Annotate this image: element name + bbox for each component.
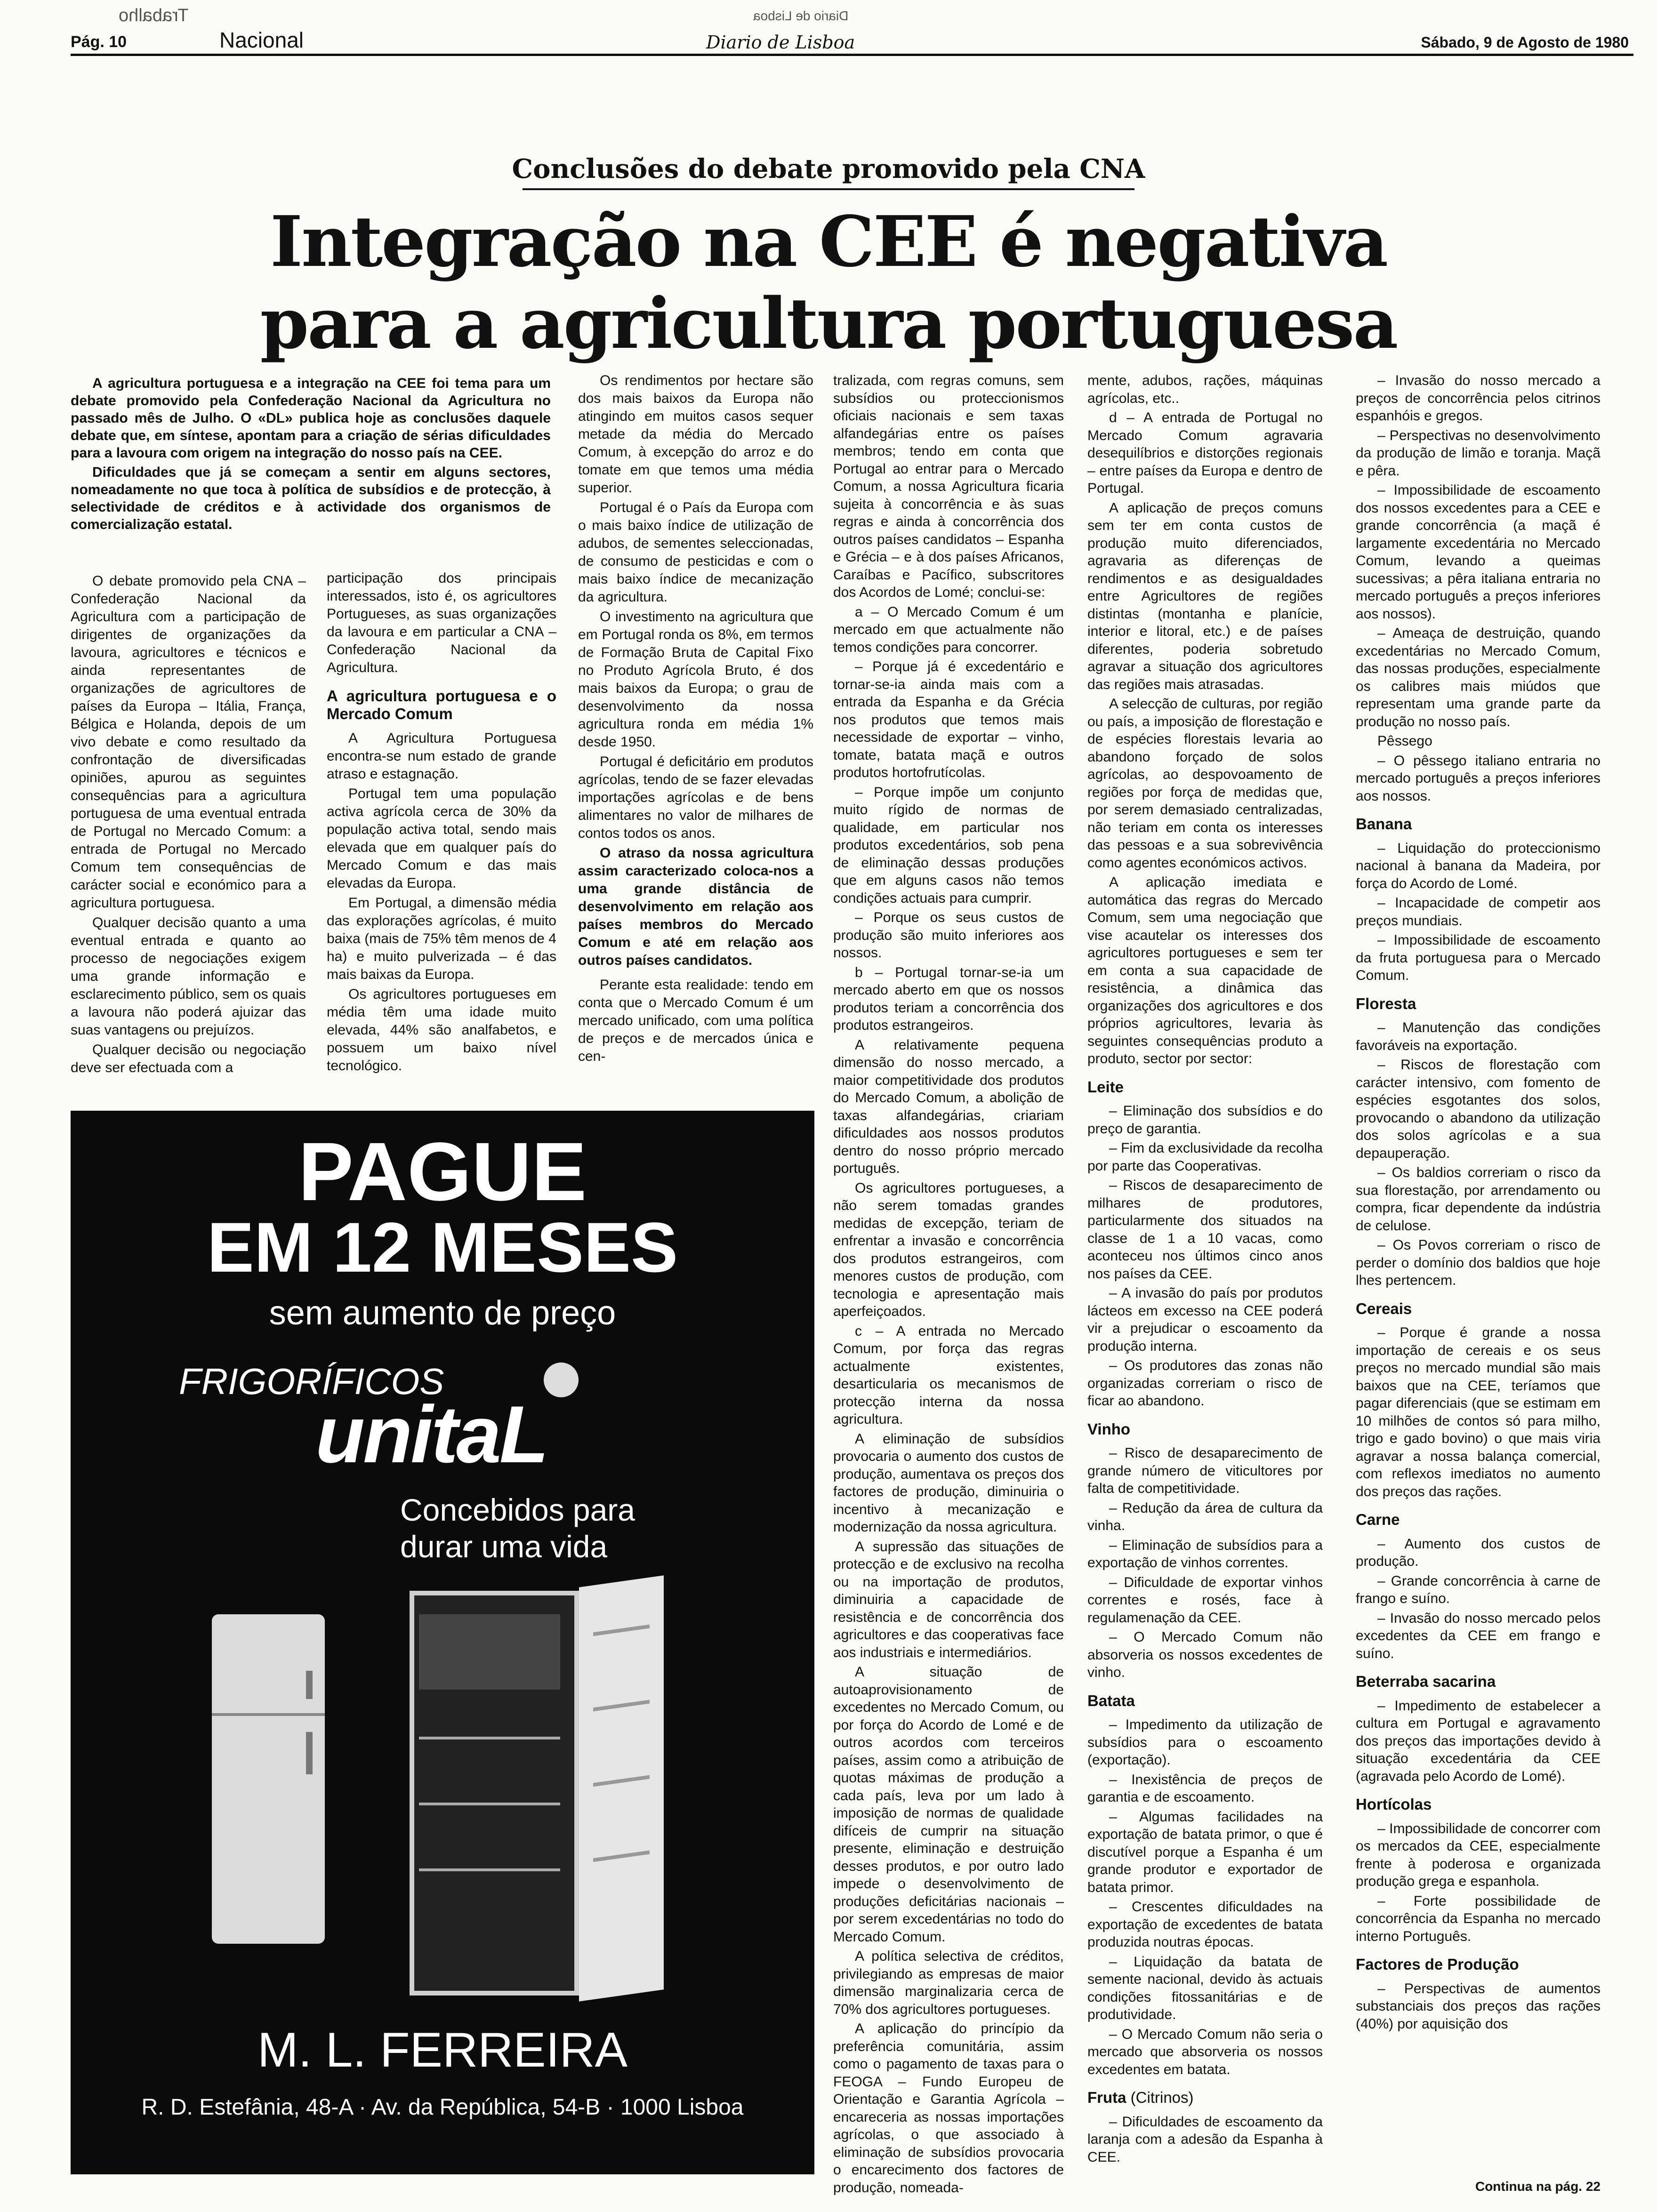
col6-p3: – Impossibilidade de escoamento dos nossos excedentes para a CEE e grande concorrência (a maçã é largamente excedentária no Mercado Comum, levando a queimas sucessivas; a pêra italiana entraria no mercado português a preços inferiores aos nossos). [1356,482,1601,622]
leite-2: – Fim da exclusividade da recolha por parte das Cooperativas. [1087,1140,1323,1174]
col2-p0: participação dos principais interessados, isto é, os agricultores Portugueses, as suas organizações da lavoura e em particular a CNA – Confederação Nacional da Agricultura. [327,570,556,675]
col2-heading: A agricultura portuguesa e o Mercado Comum [327,687,556,722]
heading-banana: Banana [1356,815,1412,833]
heading-fruta [1087,2089,1323,2107]
column-6 [1356,372,1601,2035]
ad-headline-1: PAGUE [298,1126,587,1218]
col4-p4: – Porque impõe um conjunto muito rígido de normas de qualidade, em particular nos produtos excedentários, sob pena de eliminação dessas produções que em alguns casos não temos condições actuais para cumprir. [833,784,1064,906]
col4-p10: A eliminação de subsídios provocaria o aumento dos custos de produção, aumentava os preços dos factores de produção, diminuiria o incentivo à mecanização e modernização da nossa agricultura. [833,1431,1064,1535]
col2-p4: Os agricultores portugueses em média têm uma idade muito elevada, 44% são analfabetos, e possuem um baixo nível tecnológico. [327,986,556,1074]
col6-p5: Pêssego [1377,733,1432,749]
fridge-door-illustration [579,1575,664,2001]
column-4 [833,372,1064,2198]
lead-p2: Dificuldades que já se começam a sentir em alguns sectores, nomeadamente no que toca à política de subsídios e de protecção, à selectividade de créditos e à actividade dos organismos de comercialização estatal. [71,465,551,532]
leite-5: – Os produtores das zonas não organizadas correriam o risco de ficar ao abandono. [1087,1358,1323,1409]
col2-p1: A Agricultura Portuguesa encontra-se num estado de grande atraso e estagnação. [327,730,556,782]
beterraba-1: – Impedimento de estabelecer a cultura em Portugal e agravamento dos preços das importações devido à situação excedentária da CEE (agravada pelo Acordo de Lomé). [1356,1698,1601,1784]
col5-p2: d – A entrada de Portugal no Mercado Comum agravaria desequilíbrios e distorções regionais – entre países da Europa e dentro de Portugal. [1087,410,1323,496]
ad-product: FRIGORÍFICOS [179,1361,444,1402]
ad-address: R. D. Estefânia, 48-A · Av. da República, 54-B · 1000 Lisboa [141,2095,744,2120]
heading-horticolas: Hortícolas [1356,1795,1432,1813]
leite-4: – A invasão do país por produtos lácteos em excesso na CEE poderá vir a prejudicar o escoamento da produção interna. [1087,1285,1323,1354]
heading-carne: Carne [1356,1511,1400,1528]
vinho-3: – Eliminação de subsídios para a exportação de vinhos correntes. [1087,1537,1323,1571]
fridge-closed-illustration [212,1614,325,1944]
banana-3: – Impossibilidade de escoamento da fruta portuguesa para o Mercado Comum. [1356,932,1601,983]
ad-bullet-icon [544,1362,579,1397]
vinho-4: – Dificuldade de exportar vinhos correntes e rosés, face à regulamenação da CEE. [1087,1574,1323,1626]
col3-p6: Perante esta realidade: tendo em conta que o Mercado Comum é um mercado unificado, com uma política de preços e de mercados única e cen- [578,977,813,1064]
ad-tagline-1: Concebidos para [400,1492,635,1527]
continued-note: Continua na pág. 22 [1475,2179,1601,2194]
col4-p1: tralizada, com regras comuns, sem subsídios ou proteccionismos oficiais nacionais e sem taxas alfandegárias entre os países membros; tendo em conta que Portugal ao entrar para o Mercado Comum, a nossa Agricultura ficaria sujeita à concorrência e às suas regras e ainda à concorrência dos outros países candidatos – Espanha e Grécia – e à dos países Africanos, Caraíbas e Pacífico, subscritores dos Acordos de Lomé; conclui-se: [833,373,1064,600]
col6-p4: – Ameaça de destruição, quando excedentárias no Mercado Comum, das nossas produções, especialmente os calibres mais miúdos que representam uma grande parte da produção no nosso país. [1356,625,1601,729]
col4-p2: a – O Mercado Comum é um mercado em que actualmente não temos condições para concorrer. [833,604,1064,655]
fridge-open-illustration [410,1591,579,1996]
batata-1: – Impedimento da utilização de subsídios para o escoamento (exportação). [1087,1717,1323,1768]
col3-p1: Os rendimentos por hectare são dos mais baixos da Europa não atingindo em muitos casos sequer metade da média do Mercado Comum, à excepção do arroz e do tomate em que temos uma média superior. [578,373,813,496]
carne-2: – Grande concorrência à carne de frango e suíno. [1356,1573,1601,1606]
col4-p7: A relativamente pequena dimensão do nosso mercado, a maior competitividade dos produtos do Mercado Comum, a abolição de taxas alfandegárias, criariam dificuldades aos nossos produtos dentro do nosso próprio mercado português. [833,1037,1064,1176]
col6-p6: – O pêssego italiano entraria no mercado português a preços inferiores aos nossos. [1356,753,1601,804]
headline-line-1: Integração na CEE é negativa [270,200,1387,282]
lead-p1: A agricultura portuguesa e a integração na CEE foi tema para um debate promovido pela Confederação Nacional da Agricultura no passado mês de Julho. O «DL» publica hoje as conclusões daquele debate que, em síntese, apontam para a criação de sérias dificuldades para a lavoura com origem na integração do nosso país na CEE. [71,376,551,461]
bleed-left: Trabalho [119,6,189,25]
vinho-2: – Redução da área de cultura da vinha. [1087,1500,1323,1533]
column-5 [1087,372,1323,2168]
fruta-1: – Dificuldades de escoamento da laranja com a adesão da Espanha à CEE. [1087,2114,1323,2165]
lead-paragraph [71,375,551,535]
floresta-2: – Riscos de florestação com carácter intensivo, com fomento de espécies esgotantes dos solos, provocando o abandono da utilização dos solos agrícolas e a sua depauperação. [1356,1057,1601,1161]
horticolas-2: – Forte possibilidade de concorrência da Espanha no mercado interno Português. [1356,1893,1601,1944]
col5-p5: A aplicação imediata e automática das regras do Mercado Comum, sem uma negociação que vise acautelar os interesses dos agricultores portugueses e sem ter em conta a sua capacidade de resistência, a dinâmica das organizações dos agricultores e dos próprios agricultores, levaria às seguintes consequências produto a produto, sector por sector: [1087,874,1323,1066]
col4-p13: A política selectiva de créditos, privilegiando as empresas de maior dimensão marginalizaria cerca de 70% dos agricultores portugueses. [833,1948,1064,2017]
heading-leite: Leite [1087,1078,1124,1096]
col2-p2: Portugal tem uma população activa agrícola cerca de 30% da população activa total, sendo mais elevada que em qualquer país do Mercado Comum e das mais elevadas da Europa. [327,786,556,891]
heading-vinho: Vinho [1087,1420,1131,1438]
headline-line-2: para a agricultura portuguesa [260,282,1397,364]
col2-p3: Em Portugal, a dimensão média das explorações agrícolas, é muito baixa (mais de 75% têm menos de 4 ha) e muito pulverizada – é das mais baixas da Europa. [327,895,556,982]
col4-p6: b – Portugal tornar-se-ia um mercado aberto em que os nossos produtos teriam a concorrência dos produtos estrangeiros. [833,964,1064,1033]
issue-date: Sábado, 9 de Agosto de 1980 [1421,34,1629,51]
batata-3: – Algumas facilidades na exportação de batata primor, o que é discutível porque a Espanha é um grande produtor e exportador de batata primor. [1087,1809,1323,1895]
paper-name: Diario de Lisboa [706,32,855,53]
floresta-4: – Os Povos correriam o risco de perder o domínio dos baldios que hoje lhes pertencem. [1356,1237,1601,1288]
header-rule [71,54,1633,56]
batata-4: – Crescentes dificuldades na exportação de excedentes de batata produzida noutras épocas. [1087,1899,1323,1950]
col4-p5: – Porque os seus custos de produção são muito inferiores aos nossos. [833,910,1064,961]
banana-1: – Liquidação do proteccionismo nacional à banana da Madeira, por força do Acordo de Lomé. [1356,840,1601,891]
fruta-title: Fruta [1087,2089,1126,2106]
bleed-center: Diario de Lisboa [753,8,849,23]
leite-1: – Eliminação dos subsídios e do preço de garantia. [1087,1103,1323,1137]
col5-p1: mente, adubos, rações, máquinas agrícolas, etc.. [1087,373,1323,406]
col4-p11: A supressão das situações de protecção e de exclusivo na recolha ou na importação de produtos, diminuiria a capacidade de resistência e de concorrência dos agricultores e das cooperativas face aos industriais e intermediários. [833,1539,1064,1660]
column-1 [71,572,306,1079]
heading-factores: Factores de Produção [1356,1956,1519,1973]
banana-2: – Incapacidade de competir aos preços mundiais. [1356,895,1601,929]
factores-1: – Perspectivas de aumentos substanciais dos preços das rações (40%) por aquisição dos [1356,1980,1601,2032]
fruta-subtitle: (Citrinos) [1130,2089,1194,2106]
section-label: Nacional [219,28,304,52]
column-2 [327,569,556,1077]
horticolas-1: – Impossibilidade de concorrer com os mercados da CEE, especialmente frente à poderosa e organizada produção grega e espanhola. [1356,1820,1601,1889]
floresta-3: – Os baldios correriam o risco da sua florestação, por arrendamento ou compra, ficar dependente da indústria de celulose. [1356,1165,1601,1234]
carne-3: – Invasão do nosso mercado pelos excedentes da CEE em frango e suíno. [1356,1610,1601,1661]
heading-batata: Batata [1087,1691,1135,1709]
batata-6: – O Mercado Comum não seria o mercado que absorveria os nossos excedentes em batata. [1087,2026,1323,2077]
col4-p3: – Porque já é excedentário e tornar-se-ia ainda mais com a entrada da Espanha e da Grécia nos produtos que temos mais necessidade de exportar – vinho, tomate, batata maçã e outros produtos hortofrutícolas. [833,659,1064,780]
col4-p14: A aplicação do princípio da preferência comunitária, assim como o pagamento de taxas para o FEOGA – Fundo Europeu de Orientação e Garantia Agrícola – encareceria as nossas importações agrícolas, o que associado à eliminação de subsídios provocaria o encarecimento dos factores de produção, nomeada- [833,2021,1064,2196]
cereais-1: – Porque é grande a nossa importação de cereais e os seus preços no mercado mundial são mais baixos que na CEE, teríamos que pagar diferenciais (que se estimam em 10 milhões de contos só para milho, trigo e gado bovino) o que mais viria agravar a nossa balança comercial, com reflexos imediatos no aumento dos preços das rações. [1356,1325,1601,1499]
floresta-1: – Manutenção das condições favoráveis na exportação. [1356,1020,1601,1053]
heading-floresta: Floresta [1356,994,1416,1012]
heading-beterraba: Beterraba sacarina [1356,1673,1496,1690]
col5-p3: A aplicação de preços comuns sem ter em conta custos de produção muito diferenciados, agravaria as diferenças de rendimentos e as desigualdades entre Agricultores de regiões distintas (montanha e planície, interior e litoral, etc.) e de países diferentes, poderia sobretudo agravar a situação dos agricultores das regiões mais atrasadas. [1087,500,1323,692]
batata-5: – Liquidação da batata de semente nacional, devido às actuais condições fitossanitárias e de produtividade. [1087,1954,1323,2022]
col4-p8: Os agricultores portugueses, a não serem tomadas grandes medidas de excepção, teriam de enfrentar a invasão e concorrência dos produtos estrangeiros, com menores custos de produção, com tecnologia e apresentação mais aperfeiçoados. [833,1180,1064,1319]
heading-cereais: Cereais [1356,1299,1412,1317]
ad-brand: unitaL [315,1389,547,1480]
col3-p2: Portugal é o País da Europa com o mais baixo índice de utilização de adubos, de sementes seleccionadas, de consumo de pesticidas e com o mais baixo índice de mecanização da agricultura. [578,500,813,605]
vinho-1: – Risco de desaparecimento de grande número de viticultores por falta de competitividade. [1087,1445,1323,1496]
leite-3: – Riscos de desaparecimento de milhares de produtores, particularmente dos situados na classe de 1 a 10 vacas, como aconteceu nos últimos cinco anos nos países da CEE. [1087,1178,1323,1282]
column-3 [578,372,813,1067]
col4-p12: A situação de autoaprovisionamento de excedentes no Mercado Comum, ou por força do Acordo de Lomé e de outros acordos com terceiros países, assim como a atribuição de quotas máximas de produção a cada país, leva por um lado à imposição de normas de qualidade difíceis de cumprir na situação presente, eliminação e destruição desses produtos, e por outro lado impede o desenvolvimento de produções deficitárias nacionais – por serem excedentárias no todo do Mercado Comum. [833,1664,1064,1945]
col3-p3: O investimento na agricultura que em Portugal ronda os 8%, em termos de Formação Bruta de Capital Fixo no Produto Agrícola Bruto, é dos mais baixos da Europa; o grau de desenvolvimento da nossa agricultura ronda em média 1% desde 1950. [578,609,813,750]
col6-p1: – Invasão do nosso mercado a preços de concorrência pelos citrinos espanhóis e gregos. [1356,373,1601,424]
col6-p2: – Perspectivas no desenvolvimento da produção de limão e toranja. Maçã e pêra. [1356,427,1601,479]
ad-subline: sem aumento de preço [269,1294,616,1332]
page-number: Pág. 10 [71,33,127,51]
kicker-underline [523,188,1134,190]
col3-p5: O atraso da nossa agricultura assim caracterizado coloca-nos a uma grande distância de desenvolvimento em relação aos países membros do Mercado Comum e até em relação aos outros países candidatos. [578,845,813,968]
col4-p9: c – A entrada no Mercado Comum, por força das regras actualmente existentes, desarticularia os mecanismos de protecção interna da nossa agricultura. [833,1323,1064,1427]
ad-tagline-2: durar uma vida [400,1529,608,1564]
vinho-5: – O Mercado Comum não absorveria os nossos excedentes de vinho. [1087,1629,1323,1680]
col1-p1: O debate promovido pela CNA – Confederação Nacional da Agricultura com a participação de dirigentes de organizações da lavoura, agricultores e técnicos e ainda representantes de organizações de agricultores de países da Europa – Itália, França, Bélgica e Holanda, depois de um vivo debate e como resultado da confrontação de diversificadas opiniões, apurou as seguintes consequências para a agricultura portuguesa de uma eventual entrada de Portugal no Mercado Comum: a entrada de Portugal no Mercado Comum tem consequências de carácter social e económico para a agricultura portuguesa. [71,573,306,911]
kicker: Conclusões do debate promovido pela CNA [512,153,1145,184]
ad-company: M. L. FERREIRA [257,2023,627,2077]
col1-p2: Qualquer decisão quanto a uma eventual entrada e quanto ao processo de negociações exigem uma grande informação e esclarecimento público, sem os quais a lavoura não poderá ajuizar das suas vantagens ou prejuízos. [71,915,306,1038]
unital-ad [71,1111,814,2174]
ad-headline-2: EM 12 MESES [207,1208,678,1287]
carne-1: – Aumento dos custos de produção. [1356,1536,1601,1569]
col5-p4: A selecção de culturas, por região ou país, a imposição de florestação e de espécies florestais levaria ao abandono forçado de solos agrícolas, ao despovoamento de regiões por força de medidas que, por serem demasiado centralizadas, não teriam em conta os interesses das pessoas e a sua sobrevivência como agentes económicos activos. [1087,696,1323,871]
col3-p4: Portugal é deficitário em produtos agrícolas, tendo de se fazer elevadas importações agrícolas e de bens alimentares no valor de milhares de contos todos os anos. [578,754,813,841]
batata-2: – Inexistência de preços de garantia e de escoamento. [1087,1771,1323,1805]
col1-p3: Qualquer decisão ou negociação deve ser efectuada com a [71,1042,306,1075]
